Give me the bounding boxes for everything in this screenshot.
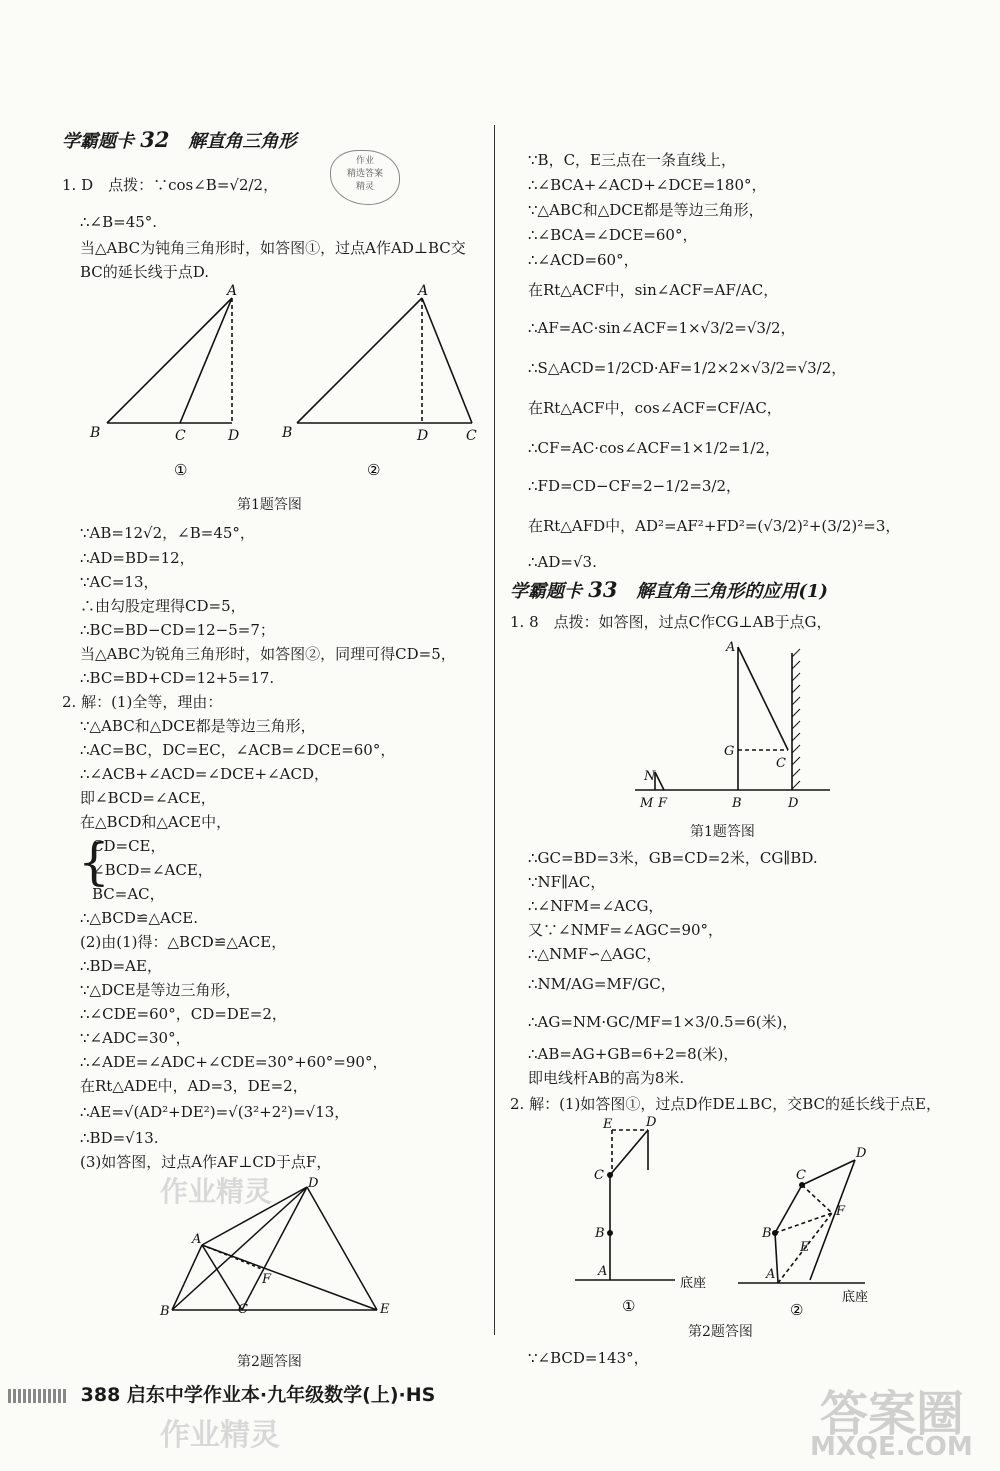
fig3-label-A: A (726, 640, 736, 655)
text-line: 在△BCD和△ACE中， (80, 813, 232, 831)
figure-4-lamp (570, 1115, 950, 1325)
text-line: (2)由(1)得：△BCD≌△ACE， (80, 933, 287, 951)
fig4-base-1: 底座 (680, 1276, 707, 1291)
book-title: 启东中学作业本·九年级数学(上)·HS (126, 1384, 436, 1406)
text-line: 2. 解：(1)如答图①，过点D作DE⊥BC，交BC的延长线于点E， (510, 1095, 941, 1113)
text-line: ∵AC=13， (80, 573, 159, 591)
section-heading-32: 学霸题卡 32 解直角三角形 (62, 127, 297, 152)
fig4-label-B: B (595, 1226, 605, 1241)
fig3-label-D: D (788, 796, 799, 811)
fig1-label-B2: B (282, 425, 293, 441)
fig4-label-B2: B (762, 1226, 772, 1241)
fig2-label-D: D (308, 1176, 319, 1191)
fig1-sub-2: ② (367, 461, 381, 479)
text-line: BC=AC， (92, 885, 165, 903)
fig4-base-2: 底座 (842, 1290, 869, 1305)
text-line: ∴AB=AG+GB=6+2=8(米)， (528, 1045, 739, 1063)
watermark: 作业精灵 (160, 1175, 273, 1208)
text-line: ∴S△ACD=1/2CD·AF=1/2×2×√3/2=√3/2， (528, 359, 847, 377)
text-line: ∵△DCE是等边三角形， (80, 981, 241, 999)
text-line: ∵B，C，E三点在一条直线上， (528, 151, 736, 169)
text-line: ∴∠ADE=∠ADC+∠CDE=30°+60°=90°， (80, 1053, 388, 1071)
figure-1-triangles (82, 280, 482, 510)
text-line: ∴FD=CD−CF=2−1/2=3/2， (528, 477, 742, 495)
text-line: ∴AE=√(AD²+DE²)=√(3²+2²)=√13， (80, 1103, 350, 1121)
text-line: 即∠BCD=∠ACE， (80, 789, 216, 807)
text-line: ∵∠BCD=143°， (528, 1349, 649, 1367)
text-line: CD=CE， (92, 837, 166, 855)
brace: { (78, 833, 110, 891)
fig4-label-A: A (598, 1264, 608, 1279)
text-line: ∴AG=NM·GC/MF=1×3/0.5=6(米)， (528, 1013, 798, 1031)
fig1-label-A: A (227, 283, 238, 299)
text-line: ∴NM/AG=MF/GC， (528, 975, 676, 993)
text-line: ∴△BCD≌△ACE. (80, 909, 199, 927)
fig1-label-A2: A (418, 283, 429, 299)
text-line: ∴∠BCA+∠ACD+∠DCE=180°， (528, 176, 767, 194)
watermark: 答案圈 (820, 1386, 965, 1442)
fig3-label-N: N (644, 769, 656, 784)
text-line: ∠BCD=∠ACE， (92, 861, 213, 879)
text-line: 在Rt△ACF中，cos∠ACF=CF/AC， (528, 399, 782, 417)
fig4-label-E2: E (800, 1240, 810, 1255)
text-line: 当△ABC为锐角三角形时，如答图②，同理可得CD=5， (80, 645, 456, 663)
fig2-label-A: A (192, 1232, 202, 1247)
text-line: ∴GC=BD=3米，GB=CD=2米，CG∥BD. (528, 849, 818, 867)
text-line: 2. 解：(1)全等，理由： (62, 693, 223, 711)
text-line: ∴由勾股定理得CD=5， (80, 597, 246, 615)
text-line: ∴BD=AE， (80, 957, 162, 975)
fig4-label-C: C (594, 1168, 604, 1183)
fig2-label-F: F (262, 1272, 272, 1287)
fig1-label-B: B (90, 425, 101, 441)
text-line: ∵△ABC和△DCE都是等边三角形， (80, 717, 316, 735)
text-line: ∵△ABC和△DCE都是等边三角形， (528, 201, 764, 219)
fig1-label-D2: D (417, 428, 429, 444)
text-line: ∴BD=√13. (80, 1129, 159, 1147)
fig4-label-F2: F (836, 1204, 846, 1219)
fig3-caption: 第1题答图 (690, 824, 755, 840)
text-line: (3)如答图，过点A作AF⊥CD于点F， (80, 1153, 332, 1171)
page-number: 388 (80, 1384, 121, 1406)
text-line: 1. D 点拨：∵cos∠B=√2/2， (62, 176, 279, 194)
fig3-label-F: F (658, 796, 668, 811)
fig1-label-D: D (228, 428, 240, 444)
text-line: ∴AD=√3. (528, 553, 597, 571)
text-line: ∴∠ACD=60°， (528, 251, 639, 269)
text-line: ∵NF∥AC， (528, 873, 606, 891)
figure-3-pole (620, 635, 840, 820)
fig4-label-E: E (603, 1117, 613, 1132)
text-line: 又∵∠NMF=∠AGC=90°， (528, 921, 724, 939)
fig4-sub-1: ① (622, 1297, 636, 1315)
text-line: ∴∠ACB+∠ACD=∠DCE+∠ACD， (80, 765, 329, 783)
fig4-caption: 第2题答图 (688, 1324, 753, 1340)
page-footer (8, 1380, 435, 1407)
fig3-label-M: M (640, 796, 654, 811)
text-line: 即电线杆AB的高为8米. (528, 1069, 685, 1087)
fig2-caption: 第2题答图 (237, 1354, 302, 1370)
text-line: 在Rt△ADE中，AD=3，DE=2， (80, 1077, 308, 1095)
fig4-label-D: D (646, 1115, 657, 1130)
watermark: 作业精灵 (160, 1418, 280, 1453)
stamp-seal: 作业 精选答案 精灵 (330, 150, 400, 205)
text-line: 1. 8 点拨：如答图，过点C作CG⊥AB于点G， (510, 613, 832, 631)
fig1-label-C: C (175, 428, 186, 444)
fig4-sub-2: ② (790, 1301, 804, 1319)
fig2-label-B: B (160, 1304, 170, 1315)
column-divider (494, 125, 495, 1335)
text-line: ∴AF=AC·sin∠ACF=1×√3/2=√3/2， (528, 319, 796, 337)
fig4-label-D2: D (856, 1146, 867, 1161)
text-line: ∴CF=AC·cos∠ACF=1×1/2=1/2， (528, 439, 781, 457)
text-line: 在Rt△AFD中，AD²=AF²+FD²=(√3/2)²+(3/2)²=3， (528, 517, 901, 535)
text-line: ∴∠B=45°. (80, 213, 158, 231)
text-line: ∴△NMF∽△AGC， (528, 945, 662, 963)
text-line: 当△ABC为钝角三角形时，如答图①，过点A作AD⊥BC交 (80, 239, 466, 257)
fig1-label-C2: C (466, 428, 477, 444)
section-heading-33: 学霸题卡 33 解直角三角形的应用(1) (510, 577, 828, 602)
text-line: ∵AB=12√2，∠B=45°， (80, 524, 255, 542)
fig3-label-G: G (724, 744, 735, 759)
fig2-label-C: C (238, 1302, 248, 1315)
fig2-label-E: E (380, 1302, 390, 1315)
fig4-label-A2: A (766, 1267, 776, 1282)
text-line: ∴∠BCA=∠DCE=60°， (528, 226, 698, 244)
fig1-caption: 第1题答图 (237, 497, 302, 513)
text-line: ∴AD=BD=12， (80, 549, 195, 567)
text-line: ∴BC=BD+CD=12+5=17. (80, 669, 275, 687)
text-line: ∴AC=BC，DC=EC，∠ACB=∠DCE=60°， (80, 741, 396, 759)
text-line: 在Rt△ACF中，sin∠ACF=AF/AC， (528, 281, 779, 299)
text-line: ∵∠ADC=30°， (80, 1029, 191, 1047)
fig3-label-C: C (776, 756, 786, 771)
text-line: ∴∠CDE=60°，CD=DE=2， (80, 1005, 287, 1023)
text-line: BC的延长线于点D. (80, 263, 210, 281)
fig4-label-C2: C (796, 1168, 806, 1183)
fig3-label-B: B (732, 796, 742, 811)
fig1-sub-1: ① (174, 461, 188, 479)
footer-stripe (8, 1389, 66, 1403)
text-line: ∴BC=BD−CD=12−5=7； (80, 621, 275, 639)
text-line: ∴∠NFM=∠ACG， (528, 897, 664, 915)
watermark: MXQE.COM (810, 1432, 973, 1462)
